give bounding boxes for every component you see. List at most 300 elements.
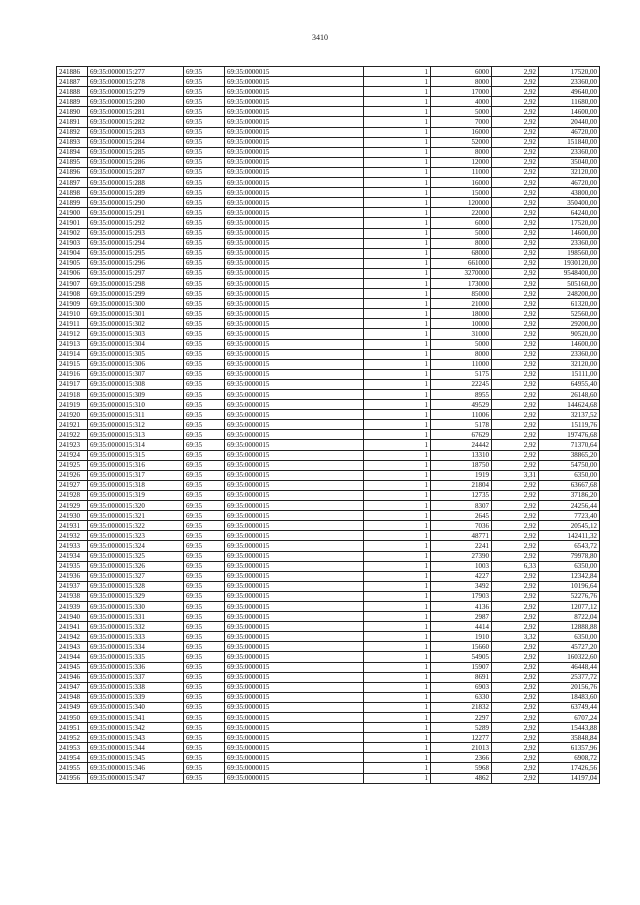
cadastral-block-cell: 69:35:0000015 — [225, 713, 364, 723]
table-row — [57, 369, 600, 379]
count-cell: 1 — [364, 622, 431, 632]
count-cell: 1 — [364, 672, 431, 682]
value-cell: 12342,84 — [539, 571, 600, 581]
area-cell: 661000 — [431, 258, 492, 268]
count-cell: 1 — [364, 652, 431, 662]
area-cell: 17000 — [431, 87, 492, 97]
cadastral-block-cell: 69:35:0000015 — [225, 390, 364, 400]
value-cell: 17520,00 — [539, 218, 600, 228]
value-cell: 8722,04 — [539, 612, 600, 622]
cadastral-number-cell: 69:35:0000015:284 — [88, 137, 184, 147]
cadastral-block-cell: 69:35:0000015 — [225, 238, 364, 248]
cadastral-number-cell: 69:35:0000015:304 — [88, 339, 184, 349]
cadastral-block-cell: 69:35:0000015 — [225, 379, 364, 389]
area-cell: 2297 — [431, 713, 492, 723]
table-row — [57, 753, 600, 763]
value-cell: 64955,40 — [539, 379, 600, 389]
cadastral-block-cell: 69:35:0000015 — [225, 521, 364, 531]
table-row — [57, 299, 600, 309]
value-cell: 71370,64 — [539, 440, 600, 450]
table-row — [57, 642, 600, 652]
district-code-cell: 69:35 — [184, 450, 225, 460]
row-number-cell: 241926 — [57, 470, 88, 480]
cadastral-number-cell: 69:35:0000015:310 — [88, 400, 184, 410]
count-cell: 1 — [364, 218, 431, 228]
cadastral-block-cell: 69:35:0000015 — [225, 410, 364, 420]
cadastral-number-cell: 69:35:0000015:281 — [88, 107, 184, 117]
district-code-cell: 69:35 — [184, 299, 225, 309]
rate-cell: 2,92 — [492, 369, 539, 379]
cadastral-block-cell: 69:35:0000015 — [225, 632, 364, 642]
count-cell: 1 — [364, 329, 431, 339]
cadastral-block-cell: 69:35:0000015 — [225, 612, 364, 622]
area-cell: 6330 — [431, 692, 492, 702]
area-cell: 21000 — [431, 299, 492, 309]
cadastral-number-cell: 69:35:0000015:333 — [88, 632, 184, 642]
table-row — [57, 278, 600, 288]
district-code-cell: 69:35 — [184, 662, 225, 672]
row-number-cell: 241955 — [57, 763, 88, 773]
value-cell: 197476,68 — [539, 430, 600, 440]
table-row — [57, 601, 600, 611]
count-cell: 1 — [364, 309, 431, 319]
rate-cell: 2,92 — [492, 622, 539, 632]
table-row — [57, 581, 600, 591]
row-number-cell: 241933 — [57, 541, 88, 551]
row-number-cell: 241920 — [57, 410, 88, 420]
count-cell: 1 — [364, 773, 431, 783]
rate-cell: 2,92 — [492, 157, 539, 167]
rate-cell: 3,32 — [492, 632, 539, 642]
cadastral-number-cell: 69:35:0000015:289 — [88, 188, 184, 198]
row-number-cell: 241924 — [57, 450, 88, 460]
cadastral-number-cell: 69:35:0000015:319 — [88, 490, 184, 500]
row-number-cell: 241917 — [57, 379, 88, 389]
cadastral-number-cell: 69:35:0000015:300 — [88, 299, 184, 309]
cadastral-block-cell: 69:35:0000015 — [225, 157, 364, 167]
area-cell: 5178 — [431, 420, 492, 430]
value-cell: 9548400,00 — [539, 268, 600, 278]
rate-cell: 2,92 — [492, 289, 539, 299]
district-code-cell: 69:35 — [184, 87, 225, 97]
rate-cell: 2,92 — [492, 349, 539, 359]
table-row — [57, 339, 600, 349]
district-code-cell: 69:35 — [184, 77, 225, 87]
area-cell: 24442 — [431, 440, 492, 450]
rate-cell: 2,92 — [492, 299, 539, 309]
district-code-cell: 69:35 — [184, 561, 225, 571]
cadastral-block-cell: 69:35:0000015 — [225, 723, 364, 733]
value-cell: 6350,00 — [539, 470, 600, 480]
count-cell: 1 — [364, 480, 431, 490]
rate-cell: 2,92 — [492, 188, 539, 198]
district-code-cell: 69:35 — [184, 198, 225, 208]
table-body — [57, 67, 600, 784]
count-cell: 1 — [364, 410, 431, 420]
cadastral-number-cell: 69:35:0000015:292 — [88, 218, 184, 228]
value-cell: 6908,72 — [539, 753, 600, 763]
cadastral-number-cell: 69:35:0000015:313 — [88, 430, 184, 440]
count-cell: 1 — [364, 289, 431, 299]
area-cell: 4136 — [431, 601, 492, 611]
row-number-cell: 241916 — [57, 369, 88, 379]
value-cell: 6350,00 — [539, 561, 600, 571]
table-row — [57, 551, 600, 561]
cadastral-block-cell: 69:35:0000015 — [225, 682, 364, 692]
area-cell: 68000 — [431, 248, 492, 258]
rate-cell: 2,92 — [492, 733, 539, 743]
area-cell: 8000 — [431, 349, 492, 359]
table-row — [57, 238, 600, 248]
rate-cell: 2,92 — [492, 571, 539, 581]
row-number-cell: 241896 — [57, 167, 88, 177]
row-number-cell: 241899 — [57, 198, 88, 208]
cadastral-number-cell: 69:35:0000015:317 — [88, 470, 184, 480]
cadastral-block-cell: 69:35:0000015 — [225, 662, 364, 672]
value-cell: 61357,96 — [539, 743, 600, 753]
row-number-cell: 241954 — [57, 753, 88, 763]
count-cell: 1 — [364, 743, 431, 753]
district-code-cell: 69:35 — [184, 501, 225, 511]
district-code-cell: 69:35 — [184, 702, 225, 712]
cadastral-number-cell: 69:35:0000015:329 — [88, 591, 184, 601]
cadastral-number-cell: 69:35:0000015:308 — [88, 379, 184, 389]
table-row — [57, 430, 600, 440]
value-cell: 160322,60 — [539, 652, 600, 662]
value-cell: 23360,00 — [539, 349, 600, 359]
area-cell: 8955 — [431, 390, 492, 400]
cadastral-block-cell: 69:35:0000015 — [225, 420, 364, 430]
cadastral-number-cell: 69:35:0000015:298 — [88, 278, 184, 288]
value-cell: 17520,00 — [539, 67, 600, 77]
table-row — [57, 218, 600, 228]
cadastral-block-cell: 69:35:0000015 — [225, 480, 364, 490]
district-code-cell: 69:35 — [184, 117, 225, 127]
value-cell: 90520,00 — [539, 329, 600, 339]
count-cell: 1 — [364, 299, 431, 309]
value-cell: 32137,52 — [539, 410, 600, 420]
area-cell: 5968 — [431, 763, 492, 773]
table-row — [57, 319, 600, 329]
area-cell: 22245 — [431, 379, 492, 389]
district-code-cell: 69:35 — [184, 753, 225, 763]
table-row — [57, 622, 600, 632]
cadastral-block-cell: 69:35:0000015 — [225, 440, 364, 450]
table-row — [57, 248, 600, 258]
count-cell: 1 — [364, 268, 431, 278]
value-cell: 25377,72 — [539, 672, 600, 682]
cadastral-number-cell: 69:35:0000015:306 — [88, 359, 184, 369]
row-number-cell: 241947 — [57, 682, 88, 692]
row-number-cell: 241942 — [57, 632, 88, 642]
cadastral-block-cell: 69:35:0000015 — [225, 319, 364, 329]
area-cell: 16000 — [431, 127, 492, 137]
cadastral-block-cell: 69:35:0000015 — [225, 470, 364, 480]
area-cell: 12000 — [431, 157, 492, 167]
cadastral-number-cell: 69:35:0000015:332 — [88, 622, 184, 632]
area-cell: 3270000 — [431, 268, 492, 278]
area-cell: 1910 — [431, 632, 492, 642]
cadastral-number-cell: 69:35:0000015:309 — [88, 390, 184, 400]
district-code-cell: 69:35 — [184, 470, 225, 480]
area-cell: 8691 — [431, 672, 492, 682]
district-code-cell: 69:35 — [184, 127, 225, 137]
cadastral-number-cell: 69:35:0000015:286 — [88, 157, 184, 167]
table-row — [57, 652, 600, 662]
rate-cell: 2,92 — [492, 763, 539, 773]
row-number-cell: 241897 — [57, 178, 88, 188]
value-cell: 17426,56 — [539, 763, 600, 773]
value-cell: 52560,00 — [539, 309, 600, 319]
count-cell: 1 — [364, 349, 431, 359]
cadastral-number-cell: 69:35:0000015:299 — [88, 289, 184, 299]
district-code-cell: 69:35 — [184, 167, 225, 177]
district-code-cell: 69:35 — [184, 319, 225, 329]
cadastral-block-cell: 69:35:0000015 — [225, 107, 364, 117]
table-row — [57, 178, 600, 188]
count-cell: 1 — [364, 157, 431, 167]
district-code-cell: 69:35 — [184, 410, 225, 420]
table-row — [57, 541, 600, 551]
count-cell: 1 — [364, 612, 431, 622]
row-number-cell: 241941 — [57, 622, 88, 632]
area-cell: 31000 — [431, 329, 492, 339]
count-cell: 1 — [364, 440, 431, 450]
count-cell: 1 — [364, 460, 431, 470]
area-cell: 52000 — [431, 137, 492, 147]
district-code-cell: 69:35 — [184, 581, 225, 591]
cadastral-number-cell: 69:35:0000015:335 — [88, 652, 184, 662]
rate-cell: 2,92 — [492, 460, 539, 470]
row-number-cell: 241904 — [57, 248, 88, 258]
cadastral-number-cell: 69:35:0000015:291 — [88, 208, 184, 218]
value-cell: 14600,00 — [539, 228, 600, 238]
row-number-cell: 241908 — [57, 289, 88, 299]
rate-cell: 2,92 — [492, 329, 539, 339]
value-cell: 12888,88 — [539, 622, 600, 632]
district-code-cell: 69:35 — [184, 511, 225, 521]
value-cell: 29200,00 — [539, 319, 600, 329]
area-cell: 49529 — [431, 400, 492, 410]
row-number-cell: 241893 — [57, 137, 88, 147]
count-cell: 1 — [364, 561, 431, 571]
value-cell: 144624,68 — [539, 400, 600, 410]
value-cell: 14197,04 — [539, 773, 600, 783]
rate-cell: 2,92 — [492, 581, 539, 591]
area-cell: 1919 — [431, 470, 492, 480]
table-row — [57, 379, 600, 389]
value-cell: 52276,76 — [539, 591, 600, 601]
count-cell: 1 — [364, 713, 431, 723]
area-cell: 5000 — [431, 107, 492, 117]
value-cell: 20156,76 — [539, 682, 600, 692]
cadastral-number-cell: 69:35:0000015:331 — [88, 612, 184, 622]
cadastral-block-cell: 69:35:0000015 — [225, 692, 364, 702]
rate-cell: 2,92 — [492, 400, 539, 410]
table-row — [57, 521, 600, 531]
count-cell: 1 — [364, 188, 431, 198]
cadastral-block-cell: 69:35:0000015 — [225, 672, 364, 682]
cadastral-number-cell: 69:35:0000015:312 — [88, 420, 184, 430]
district-code-cell: 69:35 — [184, 107, 225, 117]
row-number-cell: 241889 — [57, 97, 88, 107]
row-number-cell: 241921 — [57, 420, 88, 430]
cadastral-block-cell: 69:35:0000015 — [225, 127, 364, 137]
count-cell: 1 — [364, 763, 431, 773]
rate-cell: 2,92 — [492, 87, 539, 97]
table-row — [57, 107, 600, 117]
area-cell: 6000 — [431, 67, 492, 77]
district-code-cell: 69:35 — [184, 390, 225, 400]
cadastral-block-cell: 69:35:0000015 — [225, 188, 364, 198]
cadastral-block-cell: 69:35:0000015 — [225, 551, 364, 561]
value-cell: 45727,20 — [539, 642, 600, 652]
area-cell: 8000 — [431, 238, 492, 248]
cadastral-block-cell: 69:35:0000015 — [225, 430, 364, 440]
cadastral-block-cell: 69:35:0000015 — [225, 147, 364, 157]
value-cell: 46720,00 — [539, 178, 600, 188]
table-row — [57, 289, 600, 299]
value-cell: 63749,44 — [539, 702, 600, 712]
table-row — [57, 309, 600, 319]
rate-cell: 2,92 — [492, 612, 539, 622]
district-code-cell: 69:35 — [184, 228, 225, 238]
cadastral-block-cell: 69:35:0000015 — [225, 743, 364, 753]
rate-cell: 2,92 — [492, 743, 539, 753]
cadastral-block-cell: 69:35:0000015 — [225, 733, 364, 743]
row-number-cell: 241898 — [57, 188, 88, 198]
table-row — [57, 208, 600, 218]
row-number-cell: 241912 — [57, 329, 88, 339]
row-number-cell: 241938 — [57, 591, 88, 601]
rate-cell: 2,92 — [492, 692, 539, 702]
value-cell: 54750,00 — [539, 460, 600, 470]
value-cell: 20545,12 — [539, 521, 600, 531]
row-number-cell: 241907 — [57, 278, 88, 288]
count-cell: 1 — [364, 490, 431, 500]
row-number-cell: 241956 — [57, 773, 88, 783]
row-number-cell: 241901 — [57, 218, 88, 228]
area-cell: 3492 — [431, 581, 492, 591]
rate-cell: 2,92 — [492, 379, 539, 389]
cadastral-number-cell: 69:35:0000015:342 — [88, 723, 184, 733]
table-row — [57, 571, 600, 581]
count-cell: 1 — [364, 147, 431, 157]
table-row — [57, 612, 600, 622]
rate-cell: 2,92 — [492, 147, 539, 157]
cadastral-number-cell: 69:35:0000015:324 — [88, 541, 184, 551]
count-cell: 1 — [364, 581, 431, 591]
cadastral-block-cell: 69:35:0000015 — [225, 753, 364, 763]
area-cell: 54905 — [431, 652, 492, 662]
value-cell: 23360,00 — [539, 77, 600, 87]
row-number-cell: 241929 — [57, 501, 88, 511]
value-cell: 43800,00 — [539, 188, 600, 198]
table-row — [57, 268, 600, 278]
district-code-cell: 69:35 — [184, 188, 225, 198]
district-code-cell: 69:35 — [184, 723, 225, 733]
row-number-cell: 241937 — [57, 581, 88, 591]
district-code-cell: 69:35 — [184, 591, 225, 601]
count-cell: 1 — [364, 723, 431, 733]
table-row — [57, 87, 600, 97]
value-cell: 61320,00 — [539, 299, 600, 309]
count-cell: 1 — [364, 127, 431, 137]
row-number-cell: 241925 — [57, 460, 88, 470]
cadastral-block-cell: 69:35:0000015 — [225, 248, 364, 258]
district-code-cell: 69:35 — [184, 349, 225, 359]
cadastral-block-cell: 69:35:0000015 — [225, 601, 364, 611]
area-cell: 10000 — [431, 319, 492, 329]
rate-cell: 2,92 — [492, 551, 539, 561]
table-row — [57, 692, 600, 702]
table-row — [57, 723, 600, 733]
cadastral-block-cell: 69:35:0000015 — [225, 329, 364, 339]
cadastral-block-cell: 69:35:0000015 — [225, 400, 364, 410]
rate-cell: 2,92 — [492, 662, 539, 672]
value-cell: 12077,12 — [539, 601, 600, 611]
area-cell: 8307 — [431, 501, 492, 511]
area-cell: 12735 — [431, 490, 492, 500]
row-number-cell: 241927 — [57, 480, 88, 490]
rate-cell: 2,92 — [492, 67, 539, 77]
count-cell: 1 — [364, 400, 431, 410]
district-code-cell: 69:35 — [184, 208, 225, 218]
row-number-cell: 241891 — [57, 117, 88, 127]
district-code-cell: 69:35 — [184, 97, 225, 107]
area-cell: 12277 — [431, 733, 492, 743]
cadastral-number-cell: 69:35:0000015:294 — [88, 238, 184, 248]
row-number-cell: 241910 — [57, 309, 88, 319]
district-code-cell: 69:35 — [184, 137, 225, 147]
cadastral-block-cell: 69:35:0000015 — [225, 208, 364, 218]
cadastral-number-cell: 69:35:0000015:325 — [88, 551, 184, 561]
row-number-cell: 241909 — [57, 299, 88, 309]
cadastral-number-cell: 69:35:0000015:315 — [88, 450, 184, 460]
count-cell: 1 — [364, 682, 431, 692]
row-number-cell: 241895 — [57, 157, 88, 167]
value-cell: 350400,00 — [539, 198, 600, 208]
cadastral-block-cell: 69:35:0000015 — [225, 702, 364, 712]
value-cell: 15111,00 — [539, 369, 600, 379]
cadastral-number-cell: 69:35:0000015:346 — [88, 763, 184, 773]
table-row — [57, 188, 600, 198]
value-cell: 142411,32 — [539, 531, 600, 541]
rate-cell: 2,92 — [492, 490, 539, 500]
count-cell: 1 — [364, 521, 431, 531]
cadastral-block-cell: 69:35:0000015 — [225, 501, 364, 511]
value-cell: 46448,44 — [539, 662, 600, 672]
area-cell: 18750 — [431, 460, 492, 470]
table-row — [57, 127, 600, 137]
area-cell: 8000 — [431, 77, 492, 87]
cadastral-block-cell: 69:35:0000015 — [225, 581, 364, 591]
district-code-cell: 69:35 — [184, 773, 225, 783]
value-cell: 10196,64 — [539, 581, 600, 591]
row-number-cell: 241932 — [57, 531, 88, 541]
rate-cell: 2,92 — [492, 672, 539, 682]
count-cell: 1 — [364, 430, 431, 440]
value-cell: 32120,00 — [539, 359, 600, 369]
district-code-cell: 69:35 — [184, 682, 225, 692]
cadastral-number-cell: 69:35:0000015:323 — [88, 531, 184, 541]
cadastral-block-cell: 69:35:0000015 — [225, 258, 364, 268]
count-cell: 1 — [364, 541, 431, 551]
table-row — [57, 359, 600, 369]
value-cell: 151840,00 — [539, 137, 600, 147]
cadastral-number-cell: 69:35:0000015:347 — [88, 773, 184, 783]
row-number-cell: 241894 — [57, 147, 88, 157]
